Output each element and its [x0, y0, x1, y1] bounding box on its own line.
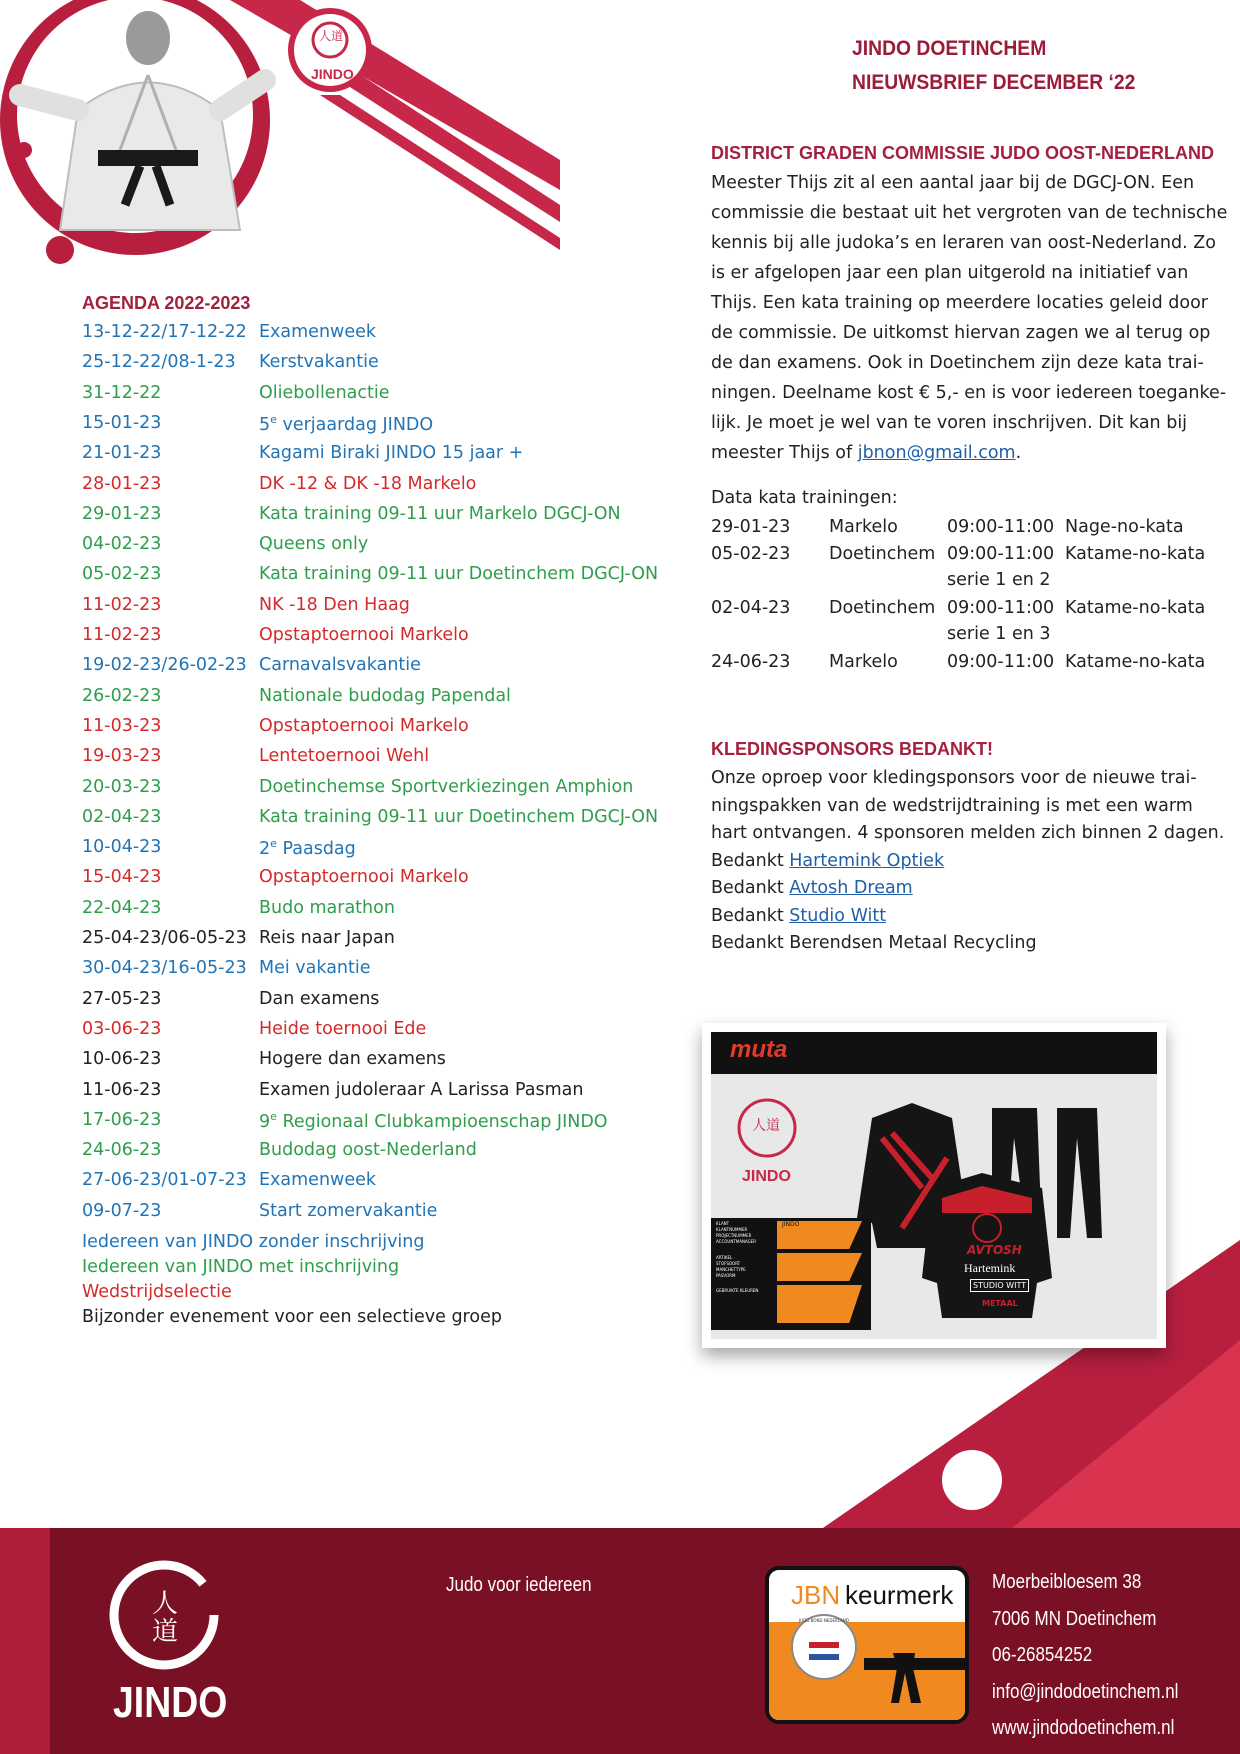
footer-logo-text: JINDO [113, 1678, 228, 1727]
dgcj-line: de dan examens. Ook in Doetinchem zijn deze kata trai- [711, 353, 1204, 373]
agenda-date: 11-02-23 [82, 594, 162, 615]
mockup-sponsor-metaal: METAAL [982, 1299, 1018, 1308]
agenda-event [259, 686, 511, 706]
sponsor-item [711, 875, 1231, 903]
footer-address-street: Moerbeibloesem 38 [992, 1571, 1142, 1593]
agenda-event-text: Opstaptoernooi Markelo [259, 715, 469, 736]
agenda-event-text: Budodag oost-Nederland [259, 1140, 477, 1161]
agenda-event-text: Opstaptoernooi Markelo [259, 625, 469, 645]
agenda-date: 19-02-23/26-02-23 [82, 655, 247, 676]
kata-place: Doetinchem [829, 544, 936, 564]
agenda-event-text: Examenweek [259, 322, 377, 342]
sponsor-name: Berendsen Metaal Recycling [789, 933, 1037, 953]
agenda-date: 24-06-23 [82, 1140, 162, 1161]
agenda-event [259, 746, 429, 766]
dgcj-last-line-suffix: . [1015, 443, 1022, 463]
mockup-sponsor-avtosh: AVTOSH [967, 1243, 1022, 1257]
agenda-date: 05-02-23 [82, 564, 162, 585]
agenda-event [259, 1140, 477, 1160]
badge-seal-text: JUDO BOND NEDERLAND [799, 1618, 849, 1623]
mockup-logo-glyph: 人道 [752, 1118, 780, 1134]
agenda-event-text: Lentetoernooi Wehl [259, 746, 430, 767]
legend-item: Bijzonder evenement voor een selectieve groep [82, 1307, 502, 1327]
agenda-event-text: Hogere dan examens [259, 1049, 446, 1070]
agenda-date: 15-01-23 [82, 412, 162, 433]
agenda-event [259, 1170, 376, 1190]
dgcj-line: commissie die bestaat uit het vergroten van de technische [711, 203, 1228, 223]
agenda-date: 25-04-23/06-05-23 [82, 928, 247, 948]
footer-address [992, 1564, 1178, 1747]
sponsor-item [711, 903, 1231, 931]
kata-title: Data kata trainingen: [711, 488, 898, 508]
mockup-label-artikel: ARTIKEL [716, 1255, 733, 1260]
agenda-event-text: Start zomervakantie [259, 1200, 438, 1221]
sponsor-thanks-prefix: Bedankt [711, 850, 790, 871]
kata-date: 29-01-23 [711, 517, 791, 537]
agenda-event [259, 807, 658, 827]
agenda-event-text: Opstaptoernooi Markelo [259, 867, 469, 888]
kata-date: 24-06-23 [711, 652, 791, 672]
agenda-date: 25-12-22/08-1-23 [82, 352, 236, 373]
agenda-event [259, 474, 476, 494]
dgcj-line: Thijs. Een kata training op meerdere locaties geleid door [711, 293, 1208, 313]
agenda-date: 21-01-23 [82, 443, 162, 464]
legend-item: Iedereen van JINDO zonder inschrijving [82, 1232, 425, 1252]
mockup-value-klant: JINDO [782, 1221, 800, 1228]
sponsor-thanks-prefix: Bedankt [711, 933, 790, 953]
sponsors-title: KLEDINGSPONSORS BEDANKT! [711, 739, 994, 759]
sponsor-link[interactable]: Studio Witt [789, 905, 887, 926]
sponsor-thanks-prefix: Bedankt [711, 905, 790, 926]
belt-icon [885, 1648, 925, 1708]
agenda-event [259, 1201, 437, 1221]
agenda-event-sup: e [270, 412, 277, 426]
mockup-brand: muta [730, 1036, 788, 1063]
kata-time: 09:00-11:00 [947, 652, 1055, 672]
legend-item: Iedereen van JINDO met inschrijving [82, 1257, 400, 1277]
agenda-event-text: Budo marathon [259, 897, 395, 918]
agenda-event [259, 413, 433, 435]
agenda-event [259, 1110, 608, 1132]
agenda-event-text: Examen judoleraar A Larissa Pasman [259, 1079, 584, 1100]
header-logo-text: JINDO [311, 66, 354, 82]
mockup-label-stof: STOFSOORT [716, 1261, 741, 1266]
mockup-label-project: PROJECTNUMMER [716, 1233, 752, 1238]
kata-date: 05-02-23 [711, 544, 791, 564]
kata-place: Markelo [829, 652, 898, 672]
agenda-date: 22-04-23 [82, 897, 162, 918]
agenda-event-text: 9 [259, 1111, 271, 1132]
sponsor-thanks-prefix: Bedankt [711, 878, 790, 898]
agenda-date: 31-12-22 [82, 382, 162, 403]
agenda-event [259, 1080, 583, 1100]
sponsor-line: Onze oproep voor kledingsponsors voor de nieuwe trai- [711, 768, 1197, 788]
agenda-date: 13-12-22/17-12-22 [82, 322, 247, 342]
agenda-event-text: Queens only [259, 534, 369, 555]
mockup-label-manchet: MANCHETTYPE [716, 1267, 746, 1272]
agenda-event [259, 1049, 446, 1069]
agenda-event-text: Heide toernooi Ede [259, 1018, 427, 1039]
kata-date: 02-04-23 [711, 598, 791, 618]
agenda-event-text: Kagami Biraki JINDO 15 jaar + [259, 443, 524, 464]
kata-kata: Katame-no-kata [1065, 598, 1206, 618]
agenda-event-text: Oliebollenactie [259, 382, 390, 403]
agenda-event-rest: verjaardag JINDO [276, 414, 434, 435]
agenda-date: 27-06-23/01-07-23 [82, 1170, 247, 1191]
jbn-keurmerk-badge [765, 1566, 969, 1724]
agenda-event-text: Carnavalsvakantie [259, 655, 421, 676]
agenda-event-rest: Regionaal Clubkampioenschap JINDO [276, 1111, 608, 1132]
agenda-event [259, 625, 469, 645]
agenda-title: AGENDA 2022-2023 [82, 293, 251, 313]
kata-time: 09:00-11:00 [947, 544, 1055, 564]
agenda-event-text: Mei vakantie [259, 958, 371, 979]
footer-phone: 06-26854252 [992, 1644, 1093, 1666]
agenda-date: 09-07-23 [82, 1200, 162, 1221]
agenda-date: 11-02-23 [82, 625, 162, 645]
newsletter-title-line1: JINDO DOETINCHEM [852, 37, 1047, 60]
sponsor-item [711, 930, 1231, 958]
footer-website[interactable]: www.jindodoetinchem.nl [992, 1717, 1175, 1739]
agenda-event [259, 777, 633, 797]
agenda-date: 26-02-23 [82, 685, 162, 706]
dgcj-line: is er afgelopen jaar een plan uitgerold na initiatief van [711, 263, 1189, 283]
agenda-date: 11-06-23 [82, 1079, 162, 1100]
sponsor-line: ningspakken van de wedstrijdtraining is met een warm [711, 795, 1193, 816]
agenda-date: 11-03-23 [82, 715, 162, 736]
dgcj-email-link[interactable]: jbnon@gmail.com [857, 443, 1016, 463]
footer-slogan: Judo voor iedereen [446, 1574, 592, 1596]
legend-item: Wedstrijdselectie [82, 1282, 232, 1302]
agenda-event-rest: Paasdag [276, 838, 356, 859]
agenda-event-text: NK -18 Den Haag [259, 594, 410, 615]
sponsors-text [711, 765, 1231, 958]
dgcj-line: de commissie. De uitkomst hiervan zagen we al terug op [711, 323, 1211, 343]
agenda-event-text: Doetinchemse Sportverkiezingen Amphion [259, 776, 634, 797]
agenda-event-text: Examenweek [259, 1170, 377, 1191]
mockup-sponsor-studiowitt: STUDIO WITT [970, 1279, 1029, 1292]
dgcj-title: DISTRICT GRADEN COMMISSIE JUDO OOST-NEDERLAND [711, 143, 1215, 163]
agenda-date: 10-04-23 [82, 837, 162, 858]
kata-kata: Katame-no-kata [1065, 544, 1206, 564]
agenda-event [259, 1019, 426, 1039]
agenda-event [259, 837, 356, 859]
footer-address-city: 7006 MN Doetinchem [992, 1607, 1157, 1630]
agenda-event [259, 383, 390, 403]
mockup-label-klant: KLANT [716, 1221, 730, 1226]
agenda-event-sup: e [270, 1109, 277, 1123]
agenda-event-text: Reis naar Japan [259, 928, 395, 948]
agenda-event [259, 958, 371, 978]
dgcj-line: ningen. Deelname kost € 5,- en is voor iedereen toeganke- [711, 383, 1227, 403]
agenda-event [259, 898, 395, 918]
dgcj-line: Meester Thijs zit al een aantal jaar bij de DGCJ-ON. Een [711, 173, 1195, 193]
kata-place: Doetinchem [829, 598, 936, 618]
mockup-logo-text: JINDO [742, 1168, 791, 1185]
agenda-date: 02-04-23 [82, 806, 162, 827]
mockup-sponsor-hartemink: Hartemink [964, 1261, 1016, 1275]
agenda-event [259, 534, 368, 554]
dgcj-line: lijk. Je moet je wel van te voren inschrijven. Dit kan bij [711, 413, 1188, 433]
dgcj-last-line [711, 438, 1231, 468]
agenda-event-text: Kerstvakantie [259, 352, 379, 373]
footer-email[interactable]: info@jindodoetinchem.nl [992, 1680, 1179, 1703]
agenda-date: 03-06-23 [82, 1018, 162, 1039]
agenda-event [259, 716, 469, 736]
sponsor-link[interactable]: Avtosh Dream [789, 878, 913, 898]
kata-kata: Katame-no-kata [1065, 652, 1206, 672]
agenda-event [259, 504, 621, 524]
agenda-event [259, 867, 469, 887]
kata-kata: Nage-no-kata [1065, 517, 1184, 537]
dgcj-line: kennis bij alle judoka’s en leraren van oost-Nederland. Zo [711, 233, 1216, 253]
agenda-event [259, 352, 379, 372]
agenda-date: 04-02-23 [82, 534, 162, 555]
badge-keurmerk-text: keurmerk [845, 1580, 954, 1610]
dgcj-text [711, 168, 1231, 468]
agenda-event [259, 322, 376, 342]
agenda-date: 17-06-23 [82, 1109, 162, 1130]
agenda-date: 29-01-23 [82, 503, 162, 524]
agenda-event-text: Dan examens [259, 988, 380, 1009]
kata-extra: serie 1 en 2 [947, 570, 1051, 590]
mockup-label-kleuren: GEBRUIKTE KLEUREN [716, 1288, 759, 1293]
mockup-label-pasvorm: PASVORM [716, 1273, 736, 1278]
agenda-event [259, 443, 523, 463]
agenda-event-text: Kata training 09-11 uur Doetinchem DGCJ-ON [259, 564, 659, 585]
agenda-event [259, 564, 658, 584]
dgcj-last-line-prefix: meester Thijs of [711, 443, 858, 463]
agenda-event-text: Kata training 09-11 uur Doetinchem DGCJ-ON [259, 806, 659, 827]
agenda-date: 10-06-23 [82, 1049, 162, 1070]
badge-jbn-text: JBN [791, 1580, 841, 1610]
agenda-event-text: Nationale budodag Papendal [259, 685, 511, 706]
newsletter-title [852, 32, 1135, 100]
header-logo-glyph: 人道 [318, 29, 343, 43]
kata-place: Markelo [829, 517, 898, 537]
agenda-date: 19-03-23 [82, 746, 162, 767]
newsletter-title-line2: NIEUWSBRIEF DECEMBER ‘22 [852, 71, 1136, 94]
footer-logo-glyph: 人道 [151, 1589, 178, 1647]
header-decoration [0, 0, 560, 290]
agenda-event-text: Kata training 09-11 uur Markelo DGCJ-ON [259, 503, 621, 524]
mockup-label-account: ACCOUNTMANAGER [716, 1239, 757, 1244]
sponsor-link[interactable]: Hartemink Optiek [789, 850, 945, 871]
agenda-date: 15-04-23 [82, 867, 162, 888]
tracksuit-mockup [702, 1023, 1166, 1348]
agenda-event-text: DK -12 & DK -18 Markelo [259, 473, 477, 494]
agenda-event-text: 5 [259, 414, 271, 435]
agenda-date: 30-04-23/16-05-23 [82, 958, 247, 979]
agenda-event [259, 595, 410, 615]
kata-time: 09:00-11:00 [947, 517, 1055, 537]
mockup-label-klantnummer: KLANTNUMMER [716, 1227, 748, 1232]
kata-extra: serie 1 en 3 [947, 624, 1051, 644]
agenda-event [259, 928, 395, 948]
agenda-event [259, 655, 421, 675]
agenda-date: 28-01-23 [82, 473, 162, 494]
kata-time: 09:00-11:00 [947, 598, 1055, 618]
sponsor-item [711, 848, 1231, 876]
agenda-event-text: 2 [259, 838, 271, 859]
agenda-event [259, 989, 379, 1009]
agenda-event-sup: e [270, 837, 277, 851]
agenda-date: 20-03-23 [82, 776, 162, 797]
sponsor-line: hart ontvangen. 4 sponsoren melden zich binnen 2 dagen. [711, 823, 1225, 843]
agenda-date: 27-05-23 [82, 988, 162, 1009]
